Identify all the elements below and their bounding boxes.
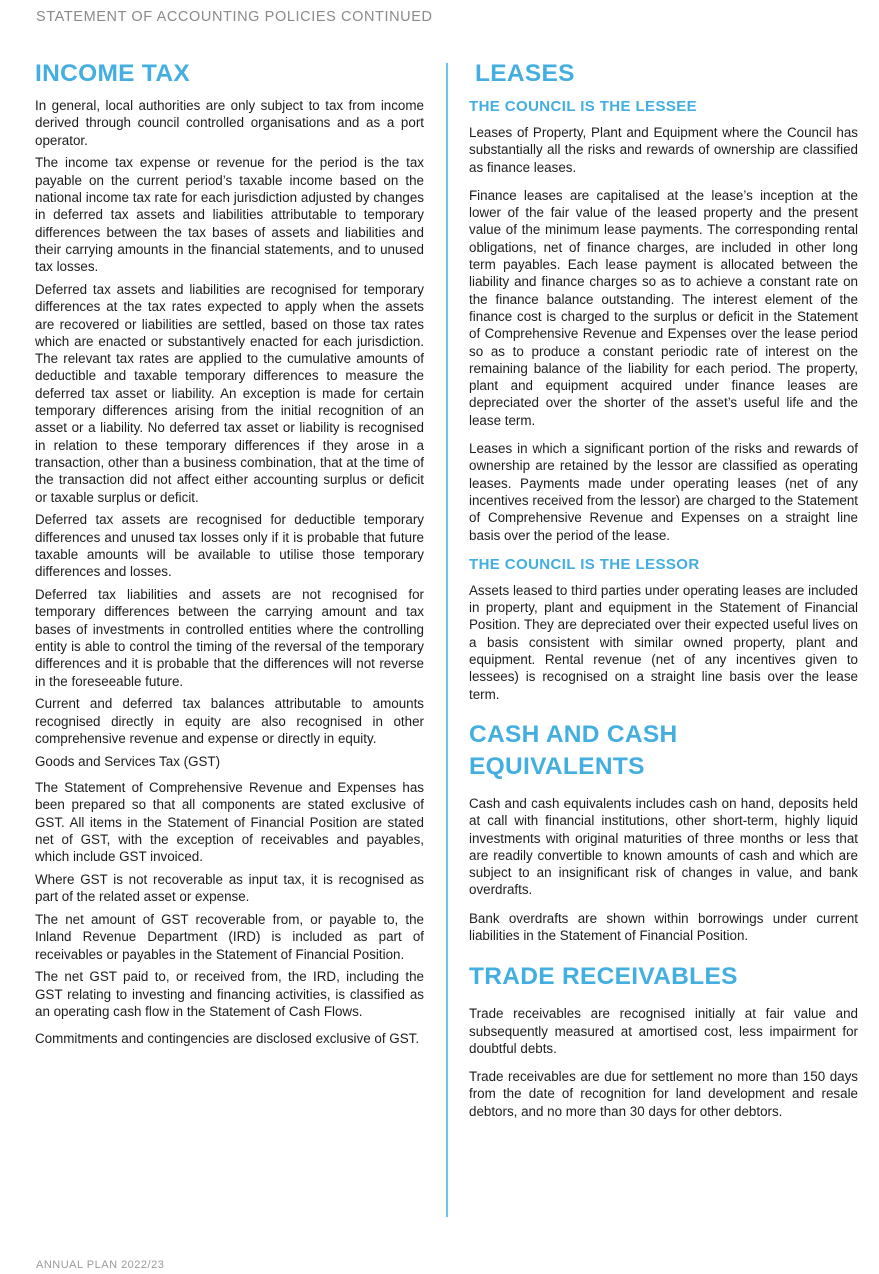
trade-receivables-heading: TRADE RECEIVABLES: [469, 963, 738, 991]
gst-paragraph: Commitments and contingencies are disclosed exclusive of GST.: [35, 1031, 420, 1047]
leases-heading: LEASES: [475, 60, 575, 87]
income-tax-paragraph: Deferred tax assets and liabilities are recognised for temporary differences at the tax rates expected to apply when the assets are recovered or liabilities are settled, based on those tax rates which are enacted or substantively enacted for each jurisdiction. The relevant tax rates are applied to the cumulative amounts of deductible and taxable temporary differences to measure the deferred tax asset or liability. An exception is made for certain temporary differences arising from the initial recognition of an asset or a liability. No deferred tax asset or liability is recognised in relation to these temporary differences if they arose in a transaction, other than a business combination, that at the time of the transaction did not affect either accounting surplus or deficit or taxable surplus or deficit.: [35, 281, 424, 505]
right-column: [469, 58, 858, 1131]
lessee-paragraph: Leases in which a significant portion of the risks and rewards of ownership are retained by the lessor are classified as operating leases. Payments made under operating leases (net of any incentives received from the lessor) are charged to the Statement of Comprehensive Revenue and Expenses on a straight line basis over the period of the lease.: [469, 441, 858, 543]
income-tax-paragraph: The income tax expense or revenue for the period is the tax payable on the current period’s taxable income based on the national income tax rate for each jurisdiction adjusted by changes in deferred tax assets and liabilities attributable to temporary differences between the tax bases of assets and liabilities and their carrying amounts in the financial statements, and to unused tax losses.: [35, 155, 424, 275]
gst-paragraph: The Statement of Comprehensive Revenue and Expenses has been prepared so that all components are stated exclusive of GST. All items in the Statement of Financial Position are stated net of GST, with the exception of receivables and payables, which include GST invoiced.: [35, 779, 424, 865]
page-footer: ANNUAL PLAN 2022/23: [36, 1259, 165, 1271]
left-column: [35, 58, 424, 1053]
income-tax-heading: INCOME TAX: [35, 60, 190, 87]
gst-paragraph: The net amount of GST recoverable from, or payable to, the Inland Revenue Department (IRD) is included as part of receivables or payables in the Statement of Financial Position.: [35, 912, 424, 962]
cash-paragraph: Bank overdrafts are shown within borrowings under current liabilities in the Statement of Financial Position.: [469, 910, 858, 943]
income-tax-paragraph: Current and deferred tax balances attributable to amounts recognised directly in equity are also recognised in other comprehensive revenue and expense or directly in equity.: [35, 696, 424, 746]
income-tax-paragraph: Deferred tax assets are recognised for deductible temporary differences and unused tax losses only if it is probable that future taxable amounts will be available to utilise those temporary differences and losses.: [35, 512, 424, 580]
lessee-paragraph: Leases of Property, Plant and Equipment where the Council has substantially all the risks and rewards of ownership are classified as finance leases.: [469, 125, 858, 175]
gst-heading: Goods and Services Tax (GST): [35, 753, 221, 769]
lessor-subheading: THE COUNCIL IS THE LESSOR: [469, 555, 700, 573]
receivables-paragraph: Trade receivables are recognised initially at fair value and subsequently measured at amortised cost, less impairment for doubtful debts.: [469, 1006, 858, 1056]
receivables-paragraph: Trade receivables are due for settlement no more than 150 days from the date of recognition for land development and resale debtors, and no more than 30 days for other debtors.: [469, 1069, 858, 1119]
income-tax-paragraph: In general, local authorities are only subject to tax from income derived through council controlled organisations and as a port operator.: [35, 98, 424, 148]
income-tax-paragraph: Deferred tax liabilities and assets are not recognised for temporary differences between the carrying amount and tax bases of investments in controlled entities where the controlling entity is able to control the timing of the reversal of the temporary differences and it is probable that the differences will not reverse in the foreseeable future.: [35, 587, 424, 689]
running-head: STATEMENT OF ACCOUNTING POLICIES CONTINUED: [36, 9, 433, 25]
lessee-subheading: THE COUNCIL IS THE LESSEE: [469, 98, 698, 115]
lessee-paragraph: Finance leases are capitalised at the lease’s inception at the lower of the fair value of the leased property and the present value of the minimum lease payments. The corresponding rental obligations, net of finance charges, are included in other long term payables. Each lease payment is allocated between the liability and finance charges so as to achieve a constant rate on the finance balance outstanding. The interest element of the finance cost is charged to the surplus or deficit in the Statement of Comprehensive Revenue and Expenses over the lease period so as to produce a constant periodic rate of interest on the remaining balance of the liability for each period. The property, plant and equipment acquired under finance leases are depreciated over the shorter of the asset’s useful life and the lease term.: [469, 187, 858, 428]
gst-paragraph: Where GST is not recoverable as input tax, it is recognised as part of the related asset or expense.: [35, 871, 424, 905]
cash-heading: CASH AND CASH EQUIVALENTS: [469, 720, 678, 780]
gst-paragraph: The net GST paid to, or received from, the IRD, including the GST relating to investing and financing activities, is classified as an operating cash flow in the Statement of Cash Flows.: [35, 969, 424, 1020]
lessor-paragraph: Assets leased to third parties under operating leases are included in property, plant and equipment in the Statement of Financial Position. They are depreciated over their expected useful lives on a basis consistent with similar owned property, plant and equipment. Rental revenue (net of any incentives given to lessees) is recognised on a straight line basis over the lease term.: [469, 582, 858, 702]
column-divider: [446, 63, 448, 1217]
cash-paragraph: Cash and cash equivalents includes cash on hand, deposits held at call with financial institutions, other short-term, highly liquid investments with original maturities of three months or less that are readily convertible to known amounts of cash and which are subject to an insignificant risk of changes in value, and bank overdrafts.: [469, 795, 858, 898]
